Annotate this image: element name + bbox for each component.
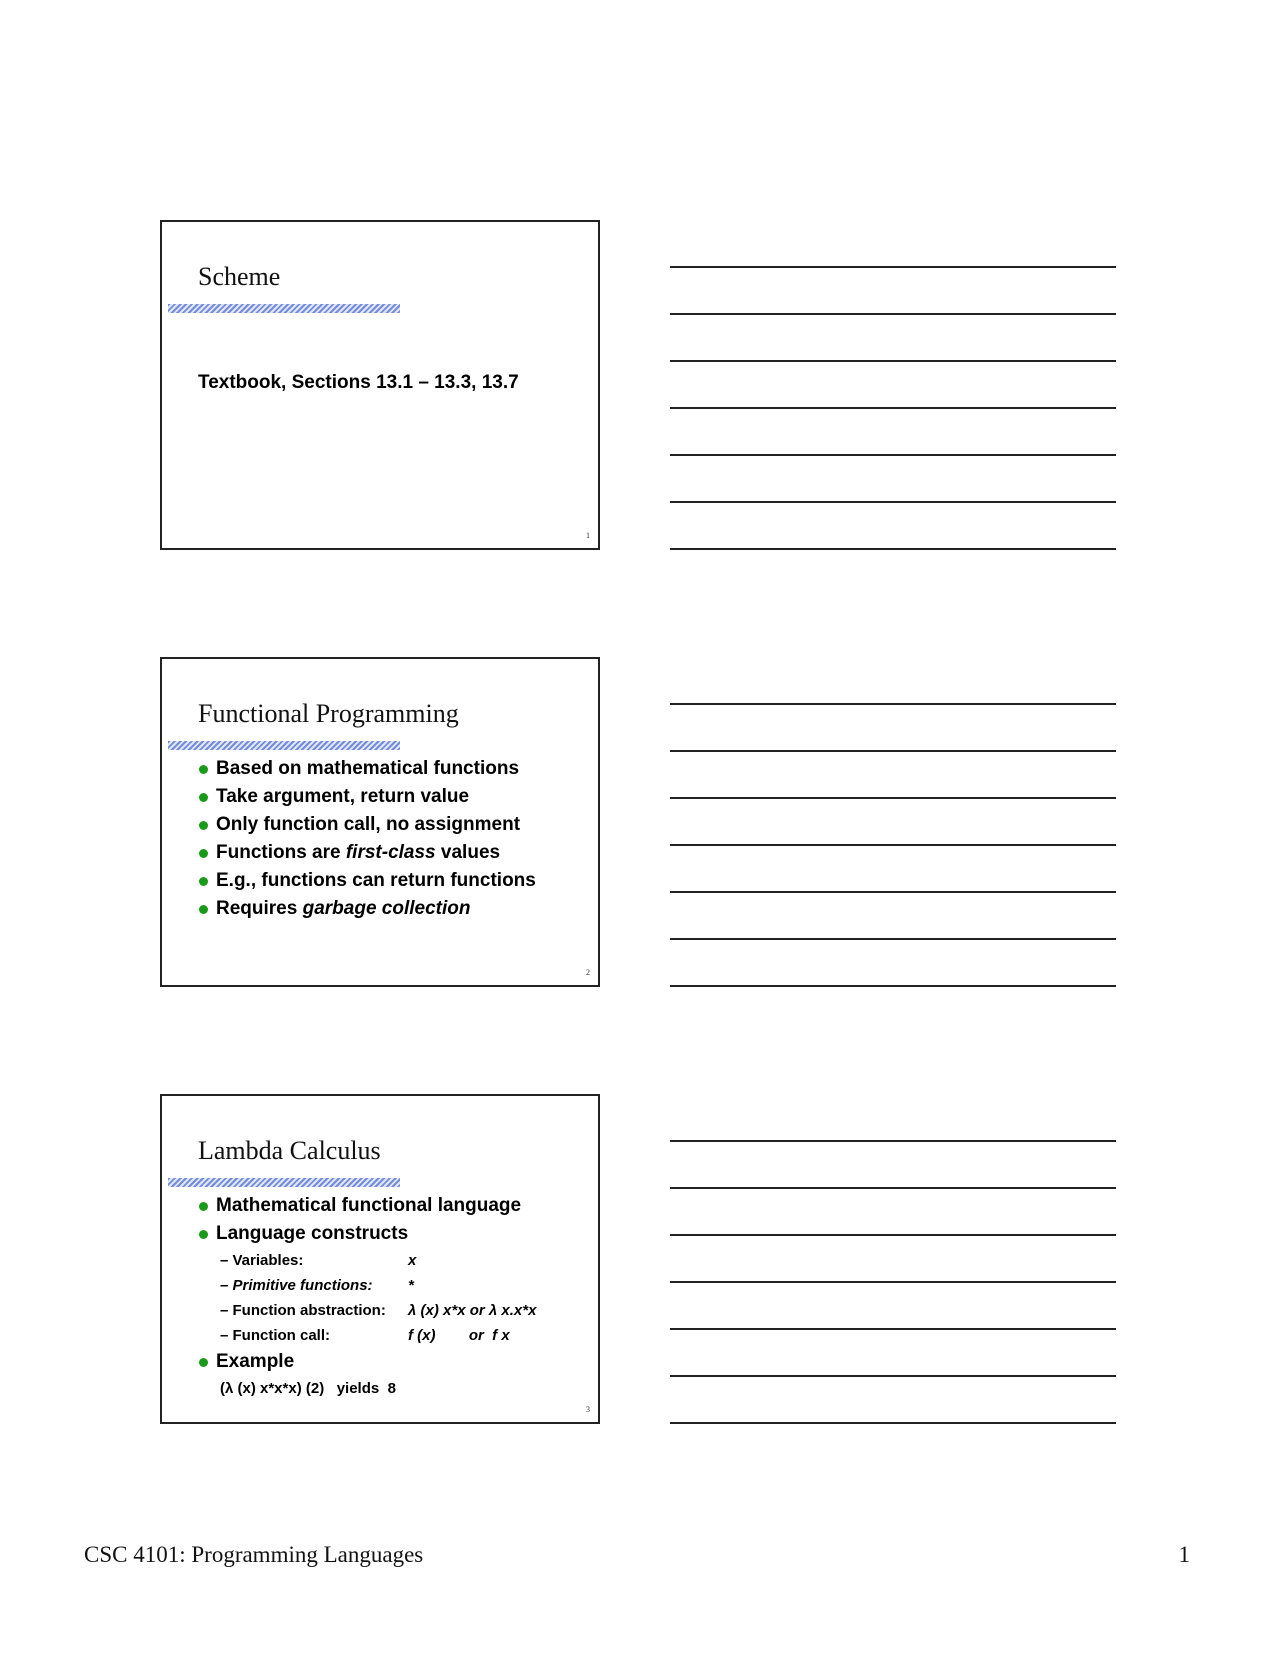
slide-number: 1 bbox=[586, 531, 590, 540]
slide-title: Functional Programming bbox=[198, 699, 459, 728]
slide-text: Textbook, Sections 13.1 – 13.3, 13.7 bbox=[198, 372, 519, 393]
bullet-item: Language constructs bbox=[198, 1220, 536, 1248]
slide-2 bbox=[160, 657, 600, 987]
note-line bbox=[670, 1187, 1116, 1189]
bullet-item: Mathematical functional language bbox=[198, 1192, 536, 1220]
notes-lines-2 bbox=[670, 703, 1116, 1032]
bullet-dot bbox=[199, 1230, 208, 1239]
bullet-item: Only function call, no assignment bbox=[198, 811, 536, 839]
slide-1 bbox=[160, 220, 600, 550]
bullet-item: E.g., functions can return functions bbox=[198, 867, 536, 895]
construct-list bbox=[198, 1248, 536, 1348]
bullet-dot bbox=[199, 821, 208, 830]
title-underline bbox=[168, 741, 400, 750]
construct-item: – Variables: x bbox=[220, 1252, 417, 1269]
bullet-item: Example bbox=[198, 1348, 536, 1376]
slide-number: 2 bbox=[586, 968, 590, 977]
notes-lines-1 bbox=[670, 266, 1116, 595]
note-line bbox=[670, 313, 1116, 315]
title-underline bbox=[168, 1178, 400, 1187]
example-line: (λ (x) x*x*x) (2) yields 8 bbox=[220, 1380, 396, 1397]
slide-title: Lambda Calculus bbox=[198, 1136, 381, 1165]
note-line bbox=[670, 1140, 1116, 1142]
construct-item: – Primitive functions: * bbox=[220, 1277, 414, 1294]
footer-page-number: 1 bbox=[1178, 1542, 1190, 1567]
note-line bbox=[670, 703, 1116, 705]
note-line bbox=[670, 938, 1116, 940]
bullet-list bbox=[198, 1192, 536, 1402]
bullet-dot bbox=[199, 905, 208, 914]
note-line bbox=[670, 454, 1116, 456]
bullet-dot bbox=[199, 849, 208, 858]
bullet-dot bbox=[199, 765, 208, 774]
slide-number: 3 bbox=[586, 1405, 590, 1414]
note-line bbox=[670, 1422, 1116, 1424]
bullet-item: Requires garbage collection bbox=[198, 895, 536, 923]
note-line bbox=[670, 985, 1116, 987]
footer-course: CSC 4101: Programming Languages bbox=[84, 1542, 424, 1567]
bullet-item: Take argument, return value bbox=[198, 783, 536, 811]
slide-3 bbox=[160, 1094, 600, 1424]
construct-item: – Function call: f (x) or f x bbox=[220, 1327, 510, 1344]
note-line bbox=[670, 1375, 1116, 1377]
note-line bbox=[670, 750, 1116, 752]
bullet-dot bbox=[199, 1358, 208, 1367]
bullet-list bbox=[198, 755, 536, 923]
bullet-item: Functions are first-class values bbox=[198, 839, 536, 867]
note-line bbox=[670, 1281, 1116, 1283]
bullet-dot bbox=[199, 1202, 208, 1211]
note-line bbox=[670, 797, 1116, 799]
bullet-item: Based on mathematical functions bbox=[198, 755, 536, 783]
note-line bbox=[670, 266, 1116, 268]
bullet-dot bbox=[199, 793, 208, 802]
note-line bbox=[670, 1234, 1116, 1236]
note-line bbox=[670, 501, 1116, 503]
notes-lines-3 bbox=[670, 1140, 1116, 1469]
note-line bbox=[670, 1328, 1116, 1330]
note-line bbox=[670, 407, 1116, 409]
note-line bbox=[670, 891, 1116, 893]
bullet-dot bbox=[199, 877, 208, 886]
slide-title: Scheme bbox=[198, 262, 281, 291]
note-line bbox=[670, 844, 1116, 846]
note-line bbox=[670, 548, 1116, 550]
construct-item: – Function abstraction: λ (x) x*x or λ x.x*x bbox=[220, 1302, 537, 1319]
note-line bbox=[670, 360, 1116, 362]
construct-group bbox=[198, 1248, 536, 1348]
title-underline bbox=[168, 304, 400, 313]
